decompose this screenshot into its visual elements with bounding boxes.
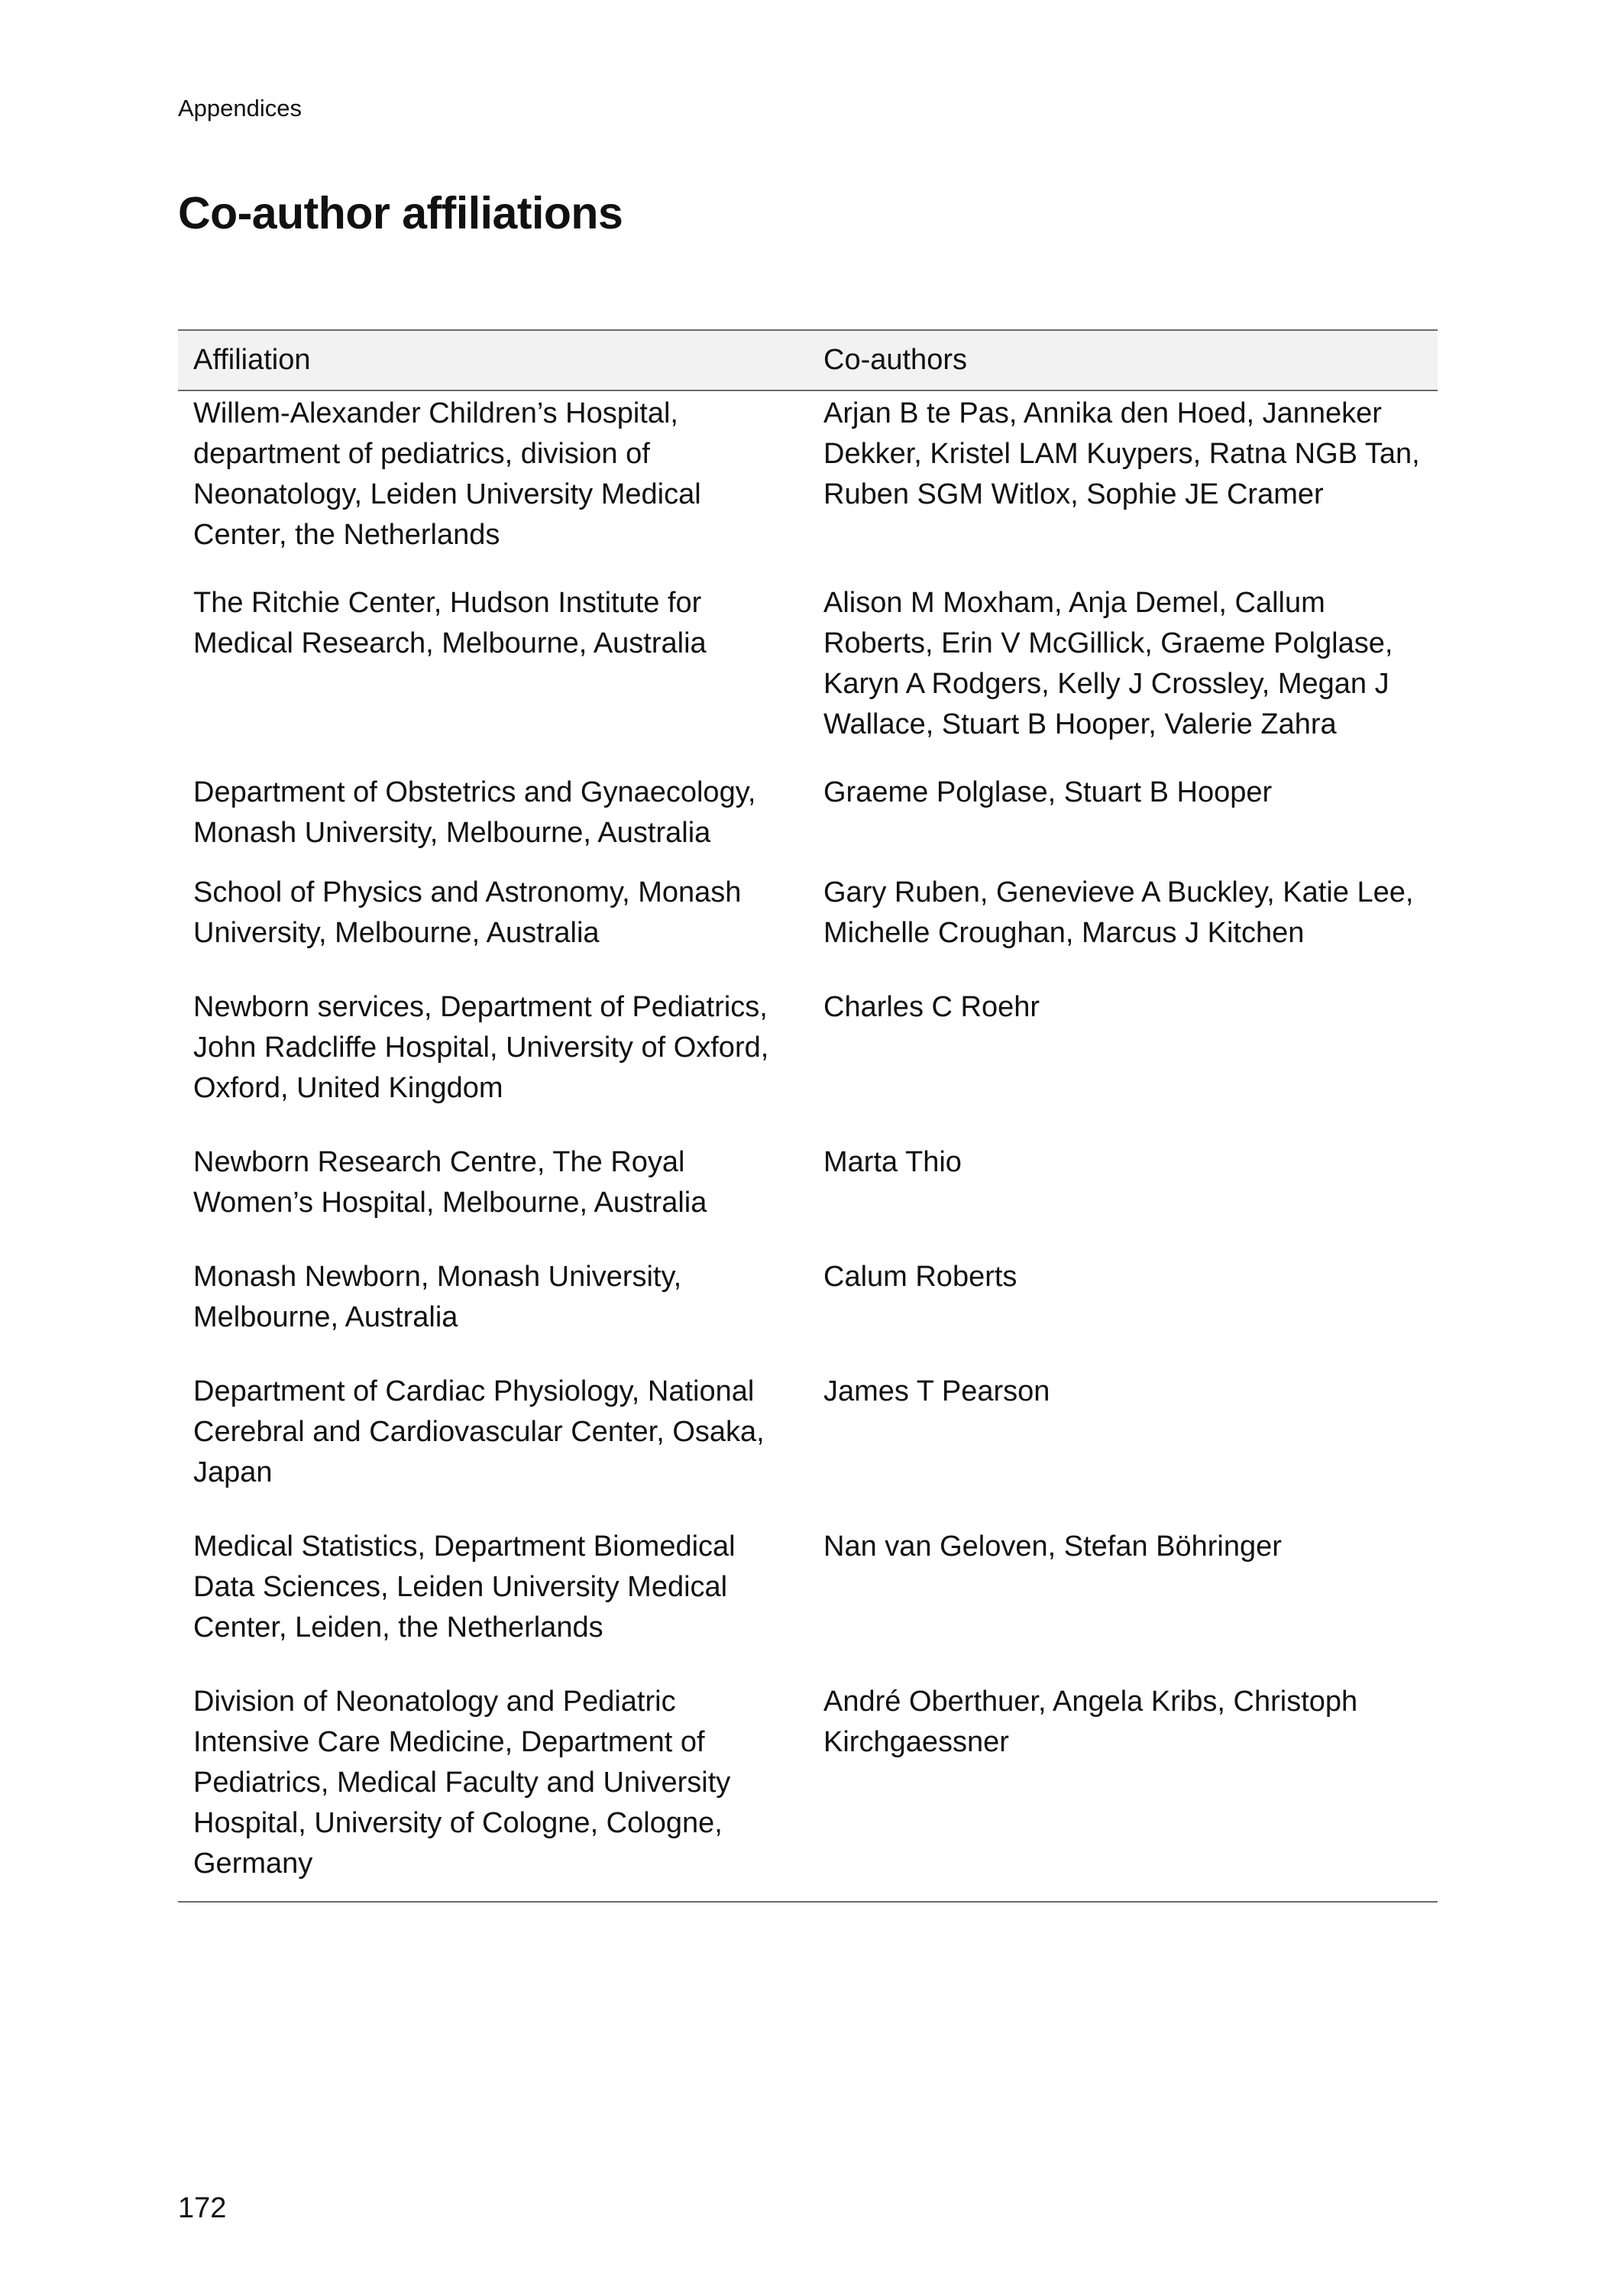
- running-head: Appendices: [178, 95, 302, 121]
- table-row: [178, 772, 1438, 873]
- affiliation-cell: Department of Cardiac Physiology, National Cerebral and Cardiovascular Center, Osaka, Japan: [193, 1375, 765, 1488]
- column-header-coauthors: Co-authors: [808, 330, 1438, 390]
- coauthors-cell: Calum Roberts: [823, 1261, 1017, 1293]
- table-row: [178, 583, 1438, 772]
- affiliations-table: [178, 329, 1438, 1903]
- coauthors-cell: Alison M Moxham, Anja Demel, Callum Roberts, Erin V McGillick, Graeme Polglase, Karyn A Rodgers, Kelly J Crossley, Megan J Wallace, Stuart B Hooper, Valerie Zahra: [823, 587, 1393, 740]
- coauthors-cell: Gary Ruben, Genevieve A Buckley, Katie Lee, Michelle Croughan, Marcus J Kitchen: [823, 876, 1414, 949]
- affiliation-cell: Medical Statistics, Department Biomedical Data Sciences, Leiden University Medical Center, Leiden, the Netherlands: [193, 1530, 736, 1644]
- table-row: [178, 1142, 1438, 1257]
- table-header-row: [178, 330, 1438, 390]
- table-row: [178, 1527, 1438, 1682]
- affiliation-cell: The Ritchie Center, Hudson Institute for Medical Research, Melbourne, Australia: [193, 587, 707, 659]
- table-row: [178, 1257, 1438, 1372]
- column-header-affiliation: Affiliation: [178, 330, 808, 390]
- page-number: 172: [178, 2192, 227, 2224]
- affiliation-cell: Department of Obstetrics and Gynaecology, Monash University, Melbourne, Australia: [193, 776, 756, 849]
- page-title: Co-author affiliations: [178, 188, 623, 238]
- table-row: [178, 390, 1438, 583]
- coauthors-cell: Arjan B te Pas, Annika den Hoed, Janneker Dekker, Kristel LAM Kuypers, Ratna NGB Tan, Ruben SGM Witlox, Sophie JE Cramer: [823, 397, 1420, 510]
- table-row: [178, 1372, 1438, 1527]
- table-row: [178, 987, 1438, 1142]
- coauthors-cell: Nan van Geloven, Stefan Böhringer: [823, 1530, 1282, 1563]
- affiliation-cell: Division of Neonatology and Pediatric Intensive Care Medicine, Department of Pediatrics, Medical Faculty and University Hospital, University of Cologne, Cologne, Germany: [178, 1682, 808, 1902]
- affiliation-cell: Newborn services, Department of Pediatrics, John Radcliffe Hospital, University of Oxford, Oxford, United Kingdom: [193, 991, 769, 1104]
- table-row: [178, 1682, 1438, 1902]
- affiliation-cell: School of Physics and Astronomy, Monash University, Melbourne, Australia: [193, 876, 742, 949]
- affiliation-cell: Willem-Alexander Children’s Hospital, department of pediatrics, division of Neonatology, Leiden University Medical Center, the Netherlands: [193, 397, 701, 551]
- table-row: [178, 873, 1438, 987]
- coauthors-cell: Graeme Polglase, Stuart B Hooper: [823, 776, 1273, 808]
- affiliation-cell: Monash Newborn, Monash University, Melbourne, Australia: [193, 1261, 682, 1333]
- coauthors-cell: James T Pearson: [823, 1375, 1050, 1407]
- coauthors-cell: Charles C Roehr: [823, 991, 1040, 1023]
- affiliation-cell: Newborn Research Centre, The Royal Women’s Hospital, Melbourne, Australia: [193, 1146, 707, 1219]
- coauthors-cell: André Oberthuer, Angela Kribs, Christoph Kirchgaessner: [808, 1682, 1438, 1902]
- coauthors-cell: Marta Thio: [823, 1146, 962, 1178]
